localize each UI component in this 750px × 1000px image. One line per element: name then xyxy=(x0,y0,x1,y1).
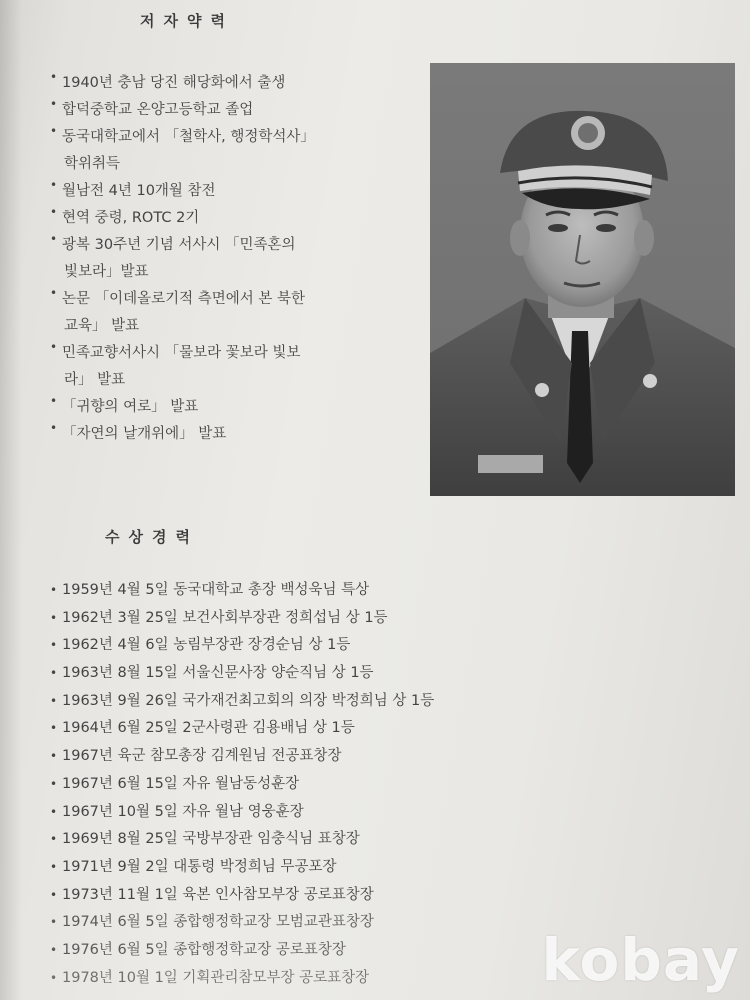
bio-item xyxy=(50,232,420,286)
award-item: • 1962년 3월 25일 보건사회부장관 정희섭님 상 1등 xyxy=(50,605,610,633)
award-item: • 1971년 9월 2일 대통령 박정희님 무공포장 xyxy=(50,854,610,882)
award-item: • 1962년 4월 6일 농림부장관 장경순님 상 1등 xyxy=(50,632,610,660)
award-item: • 1969년 8월 25일 국방부장관 임충식님 표창장 xyxy=(50,826,610,854)
bio-heading: 저자약력 xyxy=(140,12,234,30)
award-item: • 1967년 6월 15일 자유 월남동성훈장 xyxy=(50,771,610,799)
bio-item-text: • 현역 중령, ROTC 2기 xyxy=(62,210,200,226)
award-item: • 1967년 육군 참모총장 김계원님 전공표창장 xyxy=(50,743,610,771)
bio-item-text: • 「자연의 날개위에」 발표 xyxy=(62,426,227,442)
bio-item-text: • 합덕중학교 온양고등학교 졸업 xyxy=(62,102,254,118)
bio-item-text: • 월남전 4년 10개월 참전 xyxy=(62,183,216,199)
bio-item-text: 교육」 발표 xyxy=(64,318,140,334)
awards-list xyxy=(50,577,610,992)
bio-item-text: • 1940년 충남 당진 해당화에서 출생 xyxy=(62,75,286,91)
award-item: • 1959년 4월 5일 동국대학교 총장 백성욱님 특상 xyxy=(50,577,610,605)
award-item: • 1973년 11월 1일 육본 인사참모부장 공로표창장 xyxy=(50,882,610,910)
award-item: • 1974년 6월 5일 종합행정학교장 모범교관표창장 xyxy=(50,909,610,937)
author-portrait xyxy=(430,63,735,496)
bio-item xyxy=(50,70,420,97)
bio-item xyxy=(50,340,420,394)
watermark-logo: kobay xyxy=(541,926,740,994)
bio-item-text: • 민족교향서사시 「물보라 꽃보라 빛보 xyxy=(62,345,301,361)
bio-item xyxy=(50,205,420,232)
bio-list xyxy=(50,70,420,448)
bio-item-text: 라」 발표 xyxy=(64,372,126,388)
page-edge-shadow xyxy=(0,0,22,1000)
bio-item-text: • 동국대학교에서 「철학사, 행정학석사」 xyxy=(62,129,315,145)
award-item: • 1976년 6월 5일 종합행정학교장 공로표창장 xyxy=(50,937,610,965)
bio-item xyxy=(50,124,420,178)
award-item: • 1963년 8월 15일 서울신문사장 양순직님 상 1등 xyxy=(50,660,610,688)
bio-item xyxy=(50,421,420,448)
awards-heading: 수상경력 xyxy=(105,528,199,546)
award-item: • 1964년 6월 25일 2군사령관 김용배님 상 1등 xyxy=(50,715,610,743)
bio-item-text: • 광복 30주년 기념 서사시 「민족혼의 xyxy=(62,237,296,253)
award-item: • 1978년 10월 1일 기획관리참모부장 공로표창장 xyxy=(50,965,610,993)
bio-item xyxy=(50,97,420,124)
award-item: • 1963년 9월 26일 국가재건최고회의 의장 박정희님 상 1등 xyxy=(50,688,610,716)
bio-item xyxy=(50,286,420,340)
bio-item-text: 빛보라」발표 xyxy=(64,264,149,280)
bio-item xyxy=(50,394,420,421)
bio-item xyxy=(50,178,420,205)
award-item: • 1967년 10월 5일 자유 월남 영웅훈장 xyxy=(50,799,610,827)
bio-item-text: 학위취득 xyxy=(64,156,121,172)
bio-item-text: • 논문 「이데올로기적 측면에서 본 북한 xyxy=(62,291,306,307)
bio-item-text: • 「귀향의 여로」 발표 xyxy=(62,399,199,415)
